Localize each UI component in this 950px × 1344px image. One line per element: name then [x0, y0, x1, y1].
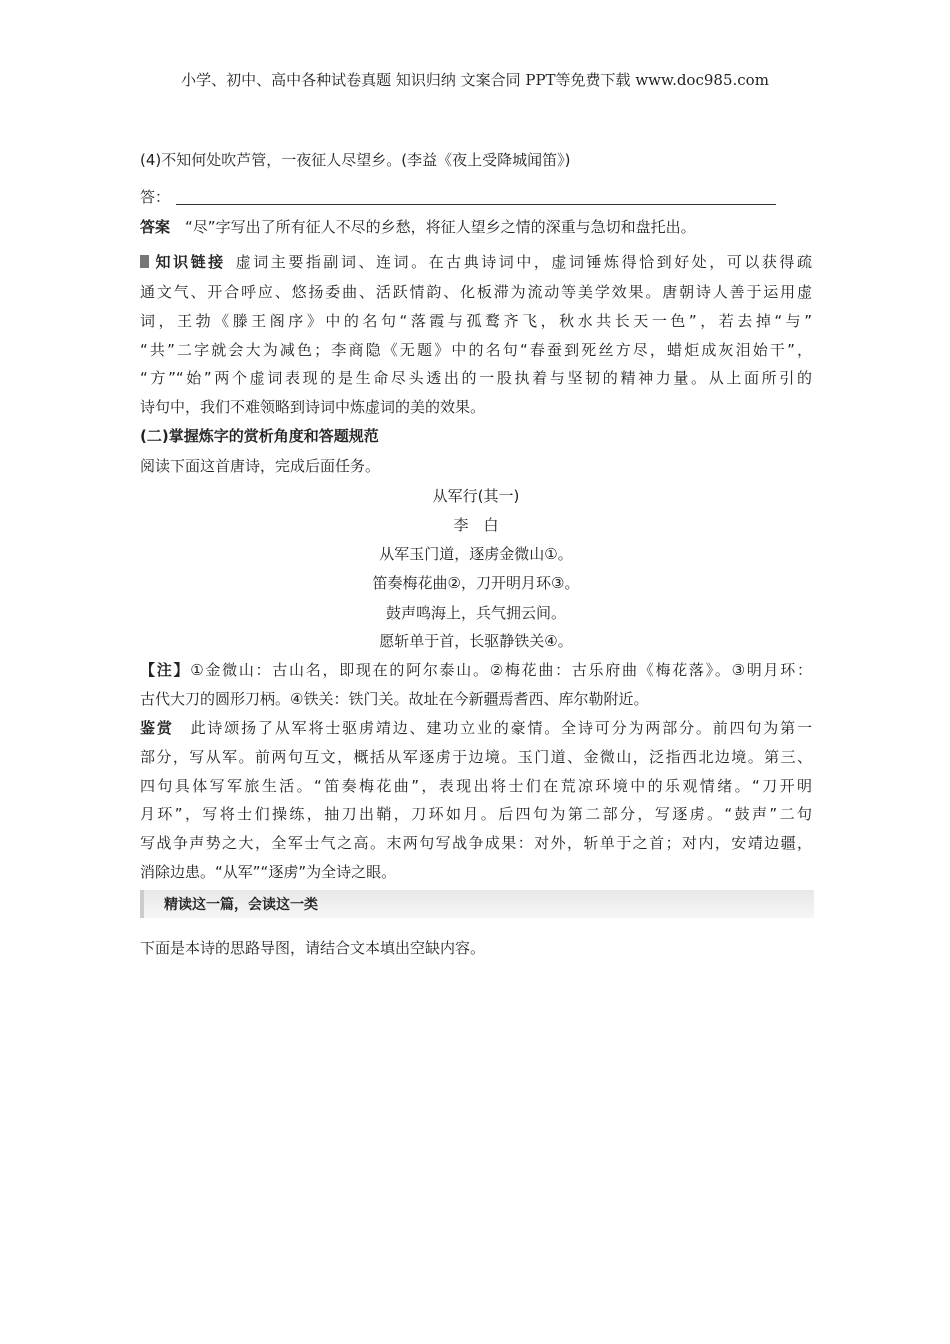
appreciation-line-3: 月环”，写将士们操练，抽刀出鞘，刀环如月。后四句为第二部分，写逐虏。“鼓声”二句: [140, 805, 812, 823]
instruction: 阅读下面这首唐诗，完成后面任务。: [140, 457, 381, 475]
appreciation-line-1: 部分，写从军。前两句互文，概括从军逐虏于边境。玉门道、金微山，泛指西北边境。第三、: [140, 748, 812, 766]
note-line-1: 古代大刀的圆形刀柄。④铁关：铁门关。故址在今新疆焉耆西、库尔勒附近。: [140, 690, 649, 708]
link-line-4: “方”“始”两个虚词表现的是生命尽头透出的一股执着与坚韧的精神力量。从上面所引的: [140, 369, 812, 387]
appreciation-line-4: 写战争声势之大，全军士气之高。末两句写战争成果：对外，斩单于之首；对内，安靖边疆，: [140, 834, 812, 852]
answer-label: 答案: [140, 218, 171, 236]
task-text: 下面是本诗的思路导图，请结合文本填出空缺内容。: [140, 939, 486, 957]
answer-text: “尽”字写出了所有征人不尽的乡愁，将征人望乡之情的深重与急切和盘托出。: [185, 218, 696, 236]
appreciation-text: 此诗颂扬了从军将士驱虏靖边、建功立业的豪情。全诗可分为两部分。前四句为第一: [190, 719, 812, 737]
knowledge-link-tag: [140, 253, 226, 271]
section-heading: (二)掌握炼字的赏析角度和答题规范: [140, 427, 379, 445]
answer-prompt: 答：: [140, 188, 171, 206]
square-icon: [140, 255, 149, 268]
link-text: 虚词主要指副词、连词。在古典诗词中，虚词锤炼得恰到好处，可以获得疏: [235, 253, 812, 271]
note-text: ①金微山：古山名，即现在的阿尔泰山。②梅花曲：古乐府曲《梅花落》。③明月环：: [190, 661, 812, 679]
poem-title: 从军行(其一): [432, 487, 520, 505]
appreciation-line-2: 四句具体写军旅生活。“笛奏梅花曲”，表现出将士们在荒凉环境中的乐观情绪。“刀开明: [140, 777, 812, 795]
page-header: 小学、初中、高中各种试卷真题 知识归纳 文案合同 PPT等免费下载 www.doc985.com: [181, 71, 769, 89]
poem-line-3: 愿斩单于首，长驱静铁关④。: [379, 632, 573, 650]
section-banner: [140, 890, 814, 918]
answer-line: [140, 187, 812, 207]
poem-line-0: 从军玉门道，逐虏金微山①。: [379, 545, 573, 563]
link-line-5: 诗句中，我们不难领略到诗词中炼虚词的美的效果。: [140, 398, 486, 416]
appreciation-line-5: 消除边患。“从军”“逐虏”为全诗之眼。: [140, 863, 397, 881]
poem-line-1: 笛奏梅花曲②，刀开明月环③。: [372, 574, 580, 592]
appreciation-line-0: [140, 718, 812, 738]
note-label: 【注】: [140, 661, 191, 679]
poem-author: 李 白: [453, 516, 499, 534]
link-line-2: 词，王勃《滕王阁序》中的名句“落霞与孤鹜齐飞，秋水共长天一色”，若去掉“与”: [140, 312, 812, 330]
answer: [140, 217, 812, 237]
link-line-0: [140, 252, 812, 272]
link-label: 知识链接: [153, 253, 226, 271]
link-line-3: “共”二字就会大为减色；李商隐《无题》中的名句“春蚕到死丝方尽，蜡炬成灰泪始干”，: [140, 341, 812, 359]
appreciation-label: 鉴赏: [140, 719, 174, 737]
question-4: (4)不知何处吹芦管，一夜征人尽望乡。(李益《夜上受降城闻笛》): [140, 151, 571, 169]
answer-blank[interactable]: [176, 190, 776, 205]
poem-line-2: 鼓声鸣海上，兵气拥云间。: [385, 604, 566, 622]
link-line-1: 通文气、开合呼应、悠扬委曲、活跃情韵、化板滞为流动等美学效果。唐朝诗人善于运用虚: [140, 283, 812, 301]
note-line-0: [140, 660, 812, 680]
banner-text: 精读这一篇，会读这一类: [164, 897, 318, 913]
